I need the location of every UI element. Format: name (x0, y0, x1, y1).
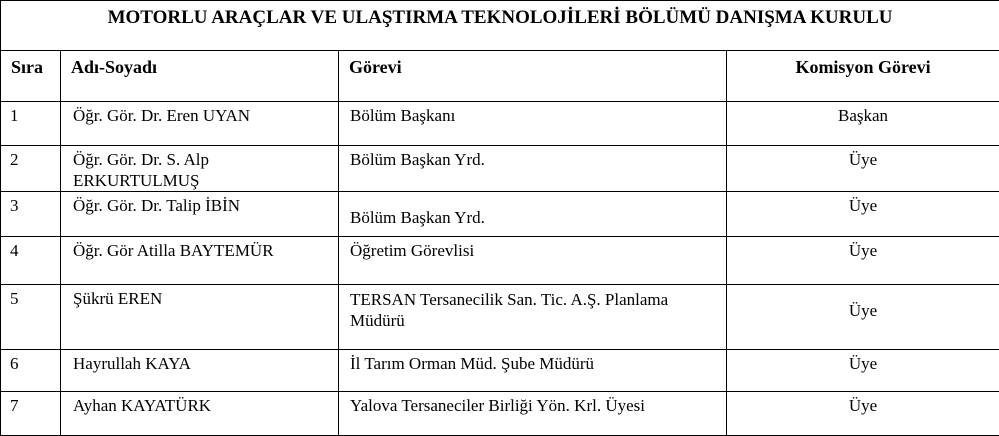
table-title: MOTORLU ARAÇLAR VE ULAŞTIRMA TEKNOLOJİLERİ BÖLÜMÜ DANIŞMA KURULU (1, 1, 999, 51)
header-name: Adı-Soyadı (61, 51, 339, 102)
row-role: Üye (727, 192, 999, 237)
table-row (1, 146, 999, 192)
row-role: Üye (727, 285, 999, 350)
header-duty: Görevi (339, 51, 727, 102)
row-no: 6 (1, 350, 61, 392)
row-duty: Öğretim Görevlisi (339, 237, 727, 285)
row-name: Şükrü EREN (61, 285, 339, 350)
row-name: Öğr. Gör. Dr. Eren UYAN (61, 102, 339, 146)
table-row (1, 285, 999, 350)
table-row (1, 350, 999, 392)
row-role: Üye (727, 237, 999, 285)
header-role: Komisyon Görevi (727, 51, 999, 102)
row-no: 1 (1, 102, 61, 146)
row-name: Öğr. Gör. Dr. S. Alp ERKURTULMUŞ (61, 146, 339, 192)
row-duty: TERSAN Tersanecilik San. Tic. A.Ş. Planlama Müdürü (339, 285, 727, 350)
row-role: Üye (727, 350, 999, 392)
row-no: 7 (1, 392, 61, 436)
row-role: Başkan (727, 102, 999, 146)
header-no: Sıra (1, 51, 61, 102)
row-duty: Yalova Tersaneciler Birliği Yön. Krl. Üyesi (339, 392, 727, 436)
row-role: Üye (727, 392, 999, 436)
row-name: Öğr. Gör. Dr. Talip İBİN (61, 192, 339, 237)
table-row (1, 102, 999, 146)
row-name: Öğr. Gör Atilla BAYTEMÜR (61, 237, 339, 285)
row-duty: İl Tarım Orman Müd. Şube Müdürü (339, 350, 727, 392)
row-no: 5 (1, 285, 61, 350)
row-no: 3 (1, 192, 61, 237)
row-no: 4 (1, 237, 61, 285)
row-role: Üye (727, 146, 999, 192)
row-no: 2 (1, 146, 61, 192)
table-row (1, 237, 999, 285)
row-duty: Bölüm Başkan Yrd. (339, 192, 727, 237)
title-row (1, 1, 999, 51)
row-name: Ayhan KAYATÜRK (61, 392, 339, 436)
table-row (1, 192, 999, 237)
row-name: Hayrullah KAYA (61, 350, 339, 392)
table-row (1, 392, 999, 436)
row-duty: Bölüm Başkanı (339, 102, 727, 146)
header-row (1, 51, 999, 102)
row-duty: Bölüm Başkan Yrd. (339, 146, 727, 192)
